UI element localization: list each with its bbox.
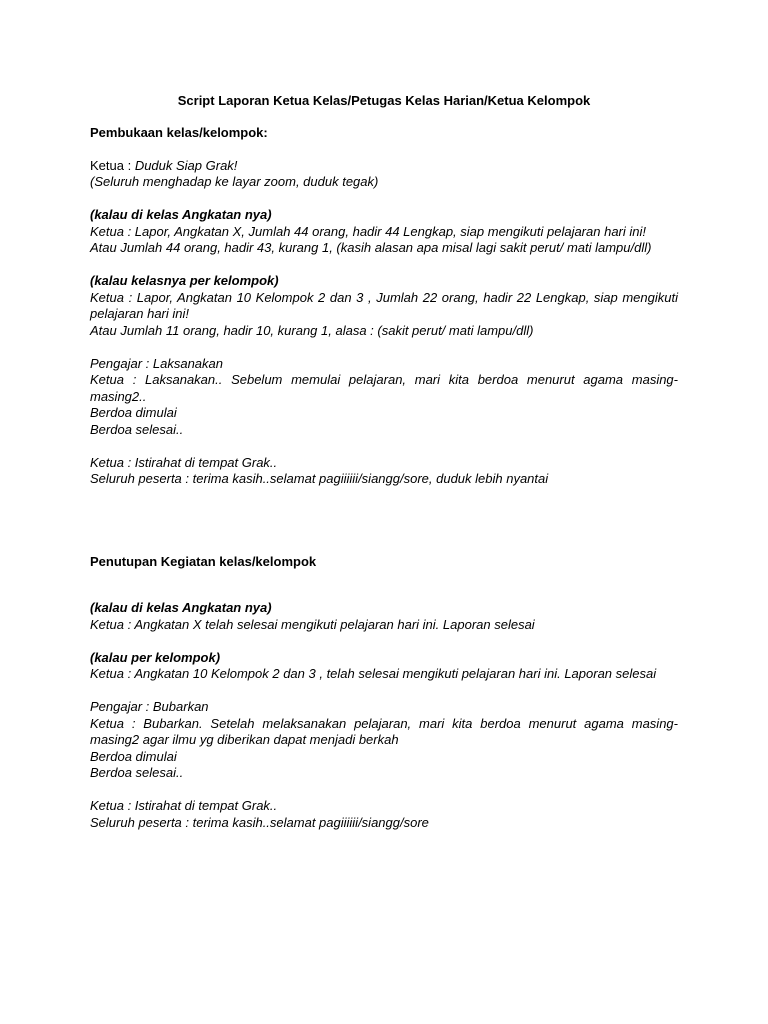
spacer xyxy=(90,633,678,650)
spacer xyxy=(90,782,678,799)
opening-intro-prefix: Ketua : xyxy=(90,157,135,173)
spacer xyxy=(90,570,678,600)
opening-istirahat-line-2: Seluruh peserta : terima kasih..selamat pagiiiiii/siangg/sore, duduk lebih nyantai xyxy=(90,471,549,486)
opening-istirahat-line-1: Ketua : Istirahat di tempat Grak.. xyxy=(90,454,278,470)
opening-kelompok-line-1: Ketua : Lapor, Angkatan 10 Kelompok 2 dan 3 , Jumlah 22 orang, hadir 22 Lengkap, siap mengikuti pelajaran hari ini! xyxy=(90,289,678,321)
closing-heading: Penutupan Kegiatan kelas/kelompok xyxy=(90,553,317,569)
spacer xyxy=(90,257,678,274)
closing-pengajar-line-3: Berdoa dimulai xyxy=(90,748,177,764)
opening-angkatan-line-2: Atau Jumlah 44 orang, hadir 43, kurang 1, (kasih alasan apa misal lagi sakit perut/ mati lampu/dll) xyxy=(90,240,652,255)
closing-pengajar-line-2: Ketua : Bubarkan. Setelah melaksanakan pelajaran, mari kita berdoa menurut agama masing-masing2 agar ilmu yg diberikan dapat menjadi berkah xyxy=(90,715,678,747)
spacer xyxy=(90,683,678,700)
opening-pengajar-line-3: Berdoa dimulai xyxy=(90,405,177,420)
spacer xyxy=(90,339,678,356)
opening-pengajar-line-1: Pengajar : Laksanakan xyxy=(90,355,223,371)
spacer xyxy=(90,438,678,455)
spacer xyxy=(90,141,678,158)
closing-istirahat-line-2: Seluruh peserta : terima kasih..selamat pagiiiiii/siangg/sore xyxy=(90,814,429,830)
opening-intro-line-1 xyxy=(90,158,678,175)
closing-istirahat-line-1: Ketua : Istirahat di tempat Grak.. xyxy=(90,798,278,813)
document-title: Script Laporan Ketua Kelas/Petugas Kelas Harian/Ketua Kelompok xyxy=(177,93,591,108)
opening-angkatan-subheading: (kalau di kelas Angkatan nya) xyxy=(90,207,272,222)
closing-pengajar-line-1: Pengajar : Bubarkan xyxy=(90,699,209,714)
closing-kelompok-subheading: (kalau per kelompok) xyxy=(90,649,221,665)
closing-angkatan-line-1: Ketua : Angkatan X telah selesai mengikuti pelajaran hari ini. Laporan selesai xyxy=(90,616,535,632)
opening-intro-command: Duduk Siap Grak! xyxy=(134,157,238,173)
opening-angkatan-line-1: Ketua : Lapor, Angkatan X, Jumlah 44 orang, hadir 44 Lengkap, siap mengikuti pelajaran hari ini! xyxy=(90,223,646,239)
closing-angkatan-subheading: (kalau di kelas Angkatan nya) xyxy=(90,600,272,615)
opening-intro-line-2: (Seluruh menghadap ke layar zoom, duduk tegak) xyxy=(90,174,379,189)
closing-kelompok-line-1: Ketua : Angkatan 10 Kelompok 2 dan 3 , telah selesai mengikuti pelajaran hari ini. Laporan selesai xyxy=(90,666,657,681)
opening-pengajar-line-2: Ketua : Laksanakan.. Sebelum memulai pelajaran, mari kita berdoa menurut agama masing-masing2.. xyxy=(90,372,678,404)
opening-kelompok-subheading: (kalau kelasnya per kelompok) xyxy=(90,273,279,288)
opening-kelompok-line-2: Atau Jumlah 11 orang, hadir 10, kurang 1, alasa : (sakit perut/ mati lampu/dll) xyxy=(90,322,534,338)
opening-pengajar-line-4: Berdoa selesai.. xyxy=(90,421,184,437)
closing-pengajar-line-4: Berdoa selesai.. xyxy=(90,765,184,780)
spacer xyxy=(90,191,678,208)
document-page xyxy=(90,93,678,831)
opening-heading: Pembukaan kelas/kelompok: xyxy=(90,124,268,140)
spacer xyxy=(90,488,678,554)
